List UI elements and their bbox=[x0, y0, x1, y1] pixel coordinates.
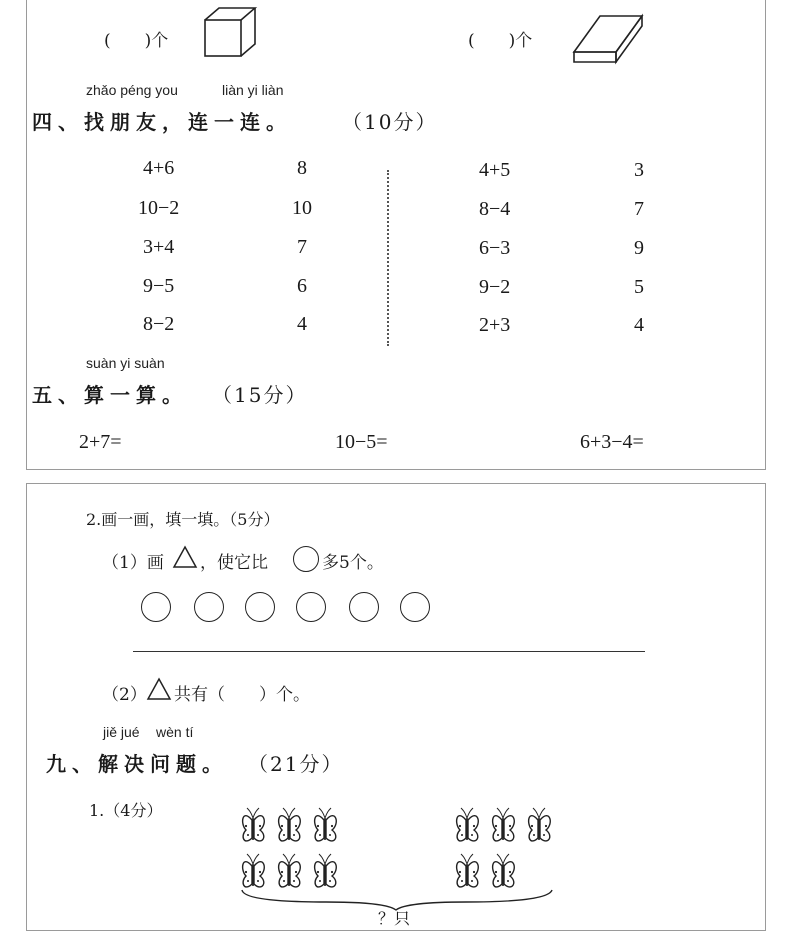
left-expression[interactable]: 8−2 bbox=[143, 313, 175, 335]
butterflies-illustration bbox=[236, 806, 566, 921]
triangle-icon bbox=[146, 677, 172, 701]
slab-icon bbox=[572, 12, 646, 66]
right-expression[interactable]: 4+5 bbox=[479, 159, 511, 181]
section5-title: 五、算一算。 bbox=[32, 383, 188, 407]
q1-label: 1.（4分） bbox=[89, 801, 163, 820]
left-expression[interactable]: 9−5 bbox=[143, 275, 175, 297]
section5-score: （15分） bbox=[212, 383, 308, 407]
cube-count-blank[interactable]: ( )个 bbox=[104, 31, 169, 51]
left-result[interactable]: 7 bbox=[297, 236, 307, 258]
calc-problem[interactable]: 2+7= bbox=[79, 431, 122, 453]
section9-title: 九、解决问题。 bbox=[46, 752, 228, 776]
part2-prefix: （2） bbox=[102, 685, 147, 705]
circle-item bbox=[400, 592, 430, 622]
section4-pinyin-1: zhǎo péng you bbox=[86, 82, 178, 98]
calc-problem[interactable]: 10−5= bbox=[335, 431, 388, 453]
question-total-label: ？只 bbox=[378, 909, 411, 928]
circle-item bbox=[296, 592, 326, 622]
section4-score: （10分） bbox=[342, 110, 438, 134]
right-result[interactable]: 9 bbox=[634, 237, 644, 259]
part1-prefix: （1）画 bbox=[102, 553, 164, 573]
right-result[interactable]: 7 bbox=[634, 198, 644, 220]
section9-pinyin-1: jiě jué bbox=[103, 724, 140, 740]
circle-item bbox=[141, 592, 171, 622]
right-result[interactable]: 3 bbox=[634, 159, 644, 181]
column-divider bbox=[387, 170, 389, 346]
left-expression[interactable]: 4+6 bbox=[143, 157, 175, 179]
circle-item bbox=[194, 592, 224, 622]
left-expression[interactable]: 10−2 bbox=[138, 197, 180, 219]
calc-problem[interactable]: 6+3−4= bbox=[580, 431, 644, 453]
triangle-icon bbox=[172, 545, 198, 569]
right-expression[interactable]: 2+3 bbox=[479, 314, 511, 336]
circle-icon bbox=[293, 546, 319, 572]
part1-middle: ，使它比 bbox=[200, 553, 268, 573]
part2-suffix[interactable]: 共有（ ）个。 bbox=[174, 685, 310, 705]
section4-pinyin-2: liàn yi liàn bbox=[222, 82, 284, 98]
section4-title: 四、找朋友，连一连。 bbox=[32, 110, 292, 134]
circle-item bbox=[245, 592, 275, 622]
left-expression[interactable]: 3+4 bbox=[143, 236, 175, 258]
right-result[interactable]: 5 bbox=[634, 276, 644, 298]
right-expression[interactable]: 8−4 bbox=[479, 198, 511, 220]
right-expression[interactable]: 6−3 bbox=[479, 237, 511, 259]
part1-suffix: 多5个。 bbox=[322, 553, 384, 573]
right-expression[interactable]: 9−2 bbox=[479, 276, 511, 298]
section9-pinyin-2: wèn tí bbox=[156, 724, 194, 740]
circle-item bbox=[349, 592, 379, 622]
right-result[interactable]: 4 bbox=[634, 314, 644, 336]
drawing-line[interactable] bbox=[133, 651, 645, 652]
section9-score: （21分） bbox=[248, 752, 344, 776]
left-result[interactable]: 10 bbox=[292, 197, 312, 219]
left-result[interactable]: 4 bbox=[297, 313, 307, 335]
section5-pinyin: suàn yi suàn bbox=[86, 355, 165, 371]
cube-icon bbox=[203, 6, 261, 58]
draw-section-heading: 2.画一画，填一填。（5分） bbox=[86, 510, 280, 529]
left-result[interactable]: 8 bbox=[297, 157, 307, 179]
slab-count-blank[interactable]: ( )个 bbox=[468, 31, 533, 51]
left-result[interactable]: 6 bbox=[297, 275, 307, 297]
